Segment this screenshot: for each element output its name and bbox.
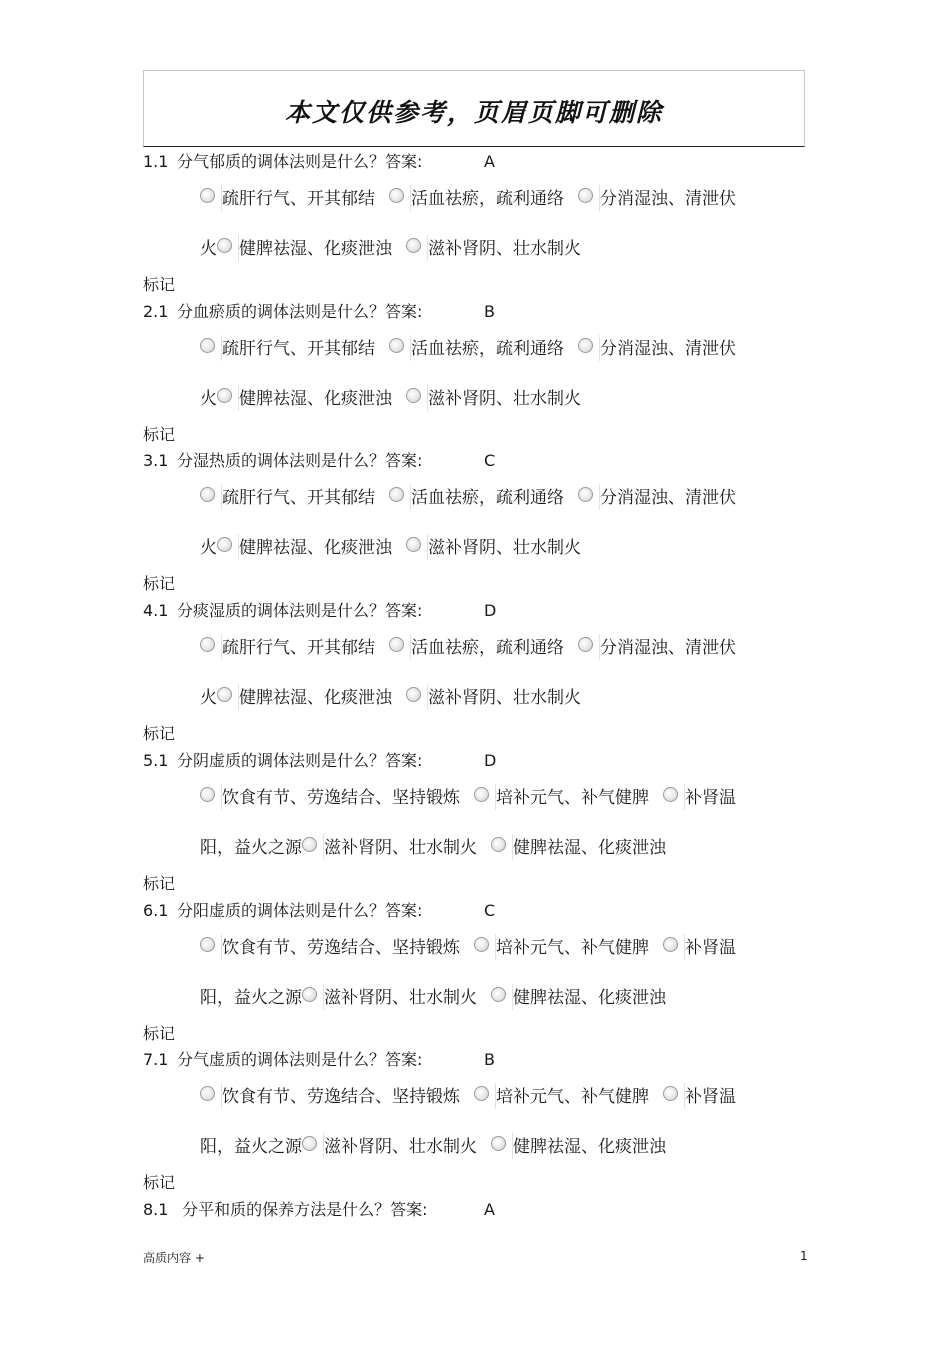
option-label: 疏肝行气、开其郁结 (222, 488, 375, 508)
radio-button-icon[interactable] (200, 637, 215, 652)
option-label: 补肾温 (685, 1087, 736, 1107)
option-label: 滋补肾阴、壮水制火 (324, 1137, 477, 1157)
option-label-continued: 阳，益火之源 (200, 838, 302, 858)
option-radio[interactable] (389, 636, 411, 660)
option-radio[interactable] (406, 536, 428, 560)
question-title (143, 301, 422, 323)
radio-button-icon[interactable] (578, 338, 593, 353)
radio-button-icon[interactable] (474, 1086, 489, 1101)
option-radio[interactable] (200, 486, 222, 510)
option-radio[interactable] (389, 187, 411, 211)
radio-button-icon[interactable] (578, 487, 593, 502)
radio-button-icon[interactable] (474, 937, 489, 952)
question-answer: B (484, 1050, 495, 1069)
option-label: 滋补肾阴、壮水制火 (428, 538, 581, 558)
option-label-continued: 火 (200, 688, 217, 708)
option-radio[interactable] (663, 1085, 685, 1109)
option-label: 分消湿浊、清泄伏 (600, 189, 736, 209)
option-radio[interactable] (217, 237, 239, 261)
option-label: 活血祛瘀，疏利通络 (411, 638, 564, 658)
option-radio[interactable] (200, 187, 222, 211)
radio-button-icon[interactable] (217, 687, 232, 702)
option-label: 健脾祛湿、化痰泄浊 (239, 239, 392, 259)
option-label-continued: 火 (200, 389, 217, 409)
option-label: 疏肝行气、开其郁结 (222, 638, 375, 658)
question-text: 分气郁质的调体法则是什么？答案: (177, 152, 423, 171)
mark-link[interactable]: 标记 (143, 275, 176, 294)
option-label: 活血祛瘀，疏利通络 (411, 189, 564, 209)
question-number: 7.1 (143, 1050, 169, 1069)
question-title (143, 450, 422, 472)
option-label: 分消湿浊、清泄伏 (600, 488, 736, 508)
option-label: 滋补肾阴、壮水制火 (428, 389, 581, 409)
option-radio[interactable] (578, 636, 600, 660)
question-title (143, 900, 422, 922)
question-answer: B (484, 302, 495, 321)
question-answer: A (484, 152, 495, 171)
question-text: 分阳虚质的调体法则是什么？答案: (177, 901, 423, 920)
options-row-2 (200, 536, 595, 560)
options-row-1 (200, 636, 750, 660)
option-label: 疏肝行气、开其郁结 (222, 339, 375, 359)
option-radio[interactable] (578, 337, 600, 361)
radio-button-icon[interactable] (663, 937, 678, 952)
options-row-1 (200, 786, 750, 810)
option-radio[interactable] (474, 786, 496, 810)
option-label: 健脾祛湿、化痰泄浊 (239, 389, 392, 409)
option-radio[interactable] (491, 836, 513, 860)
option-radio[interactable] (217, 536, 239, 560)
radio-button-icon[interactable] (491, 987, 506, 1002)
question-number: 6.1 (143, 901, 169, 920)
question-number: 4.1 (143, 601, 169, 620)
radio-button-icon[interactable] (200, 1086, 215, 1101)
header-text: 本文仅供参考，页眉页脚可删除 (284, 98, 663, 127)
question-text: 分湿热质的调体法则是什么？答案: (177, 451, 423, 470)
option-label: 健脾祛湿、化痰泄浊 (239, 688, 392, 708)
options-row-1 (200, 936, 750, 960)
question-number: 1.1 (143, 152, 169, 171)
option-radio[interactable] (474, 1085, 496, 1109)
option-label-continued: 阳，益火之源 (200, 988, 302, 1008)
question-answer: C (484, 901, 496, 920)
option-label: 饮食有节、劳逸结合、坚持锻炼 (222, 1087, 460, 1107)
options-row-2 (200, 1135, 680, 1159)
radio-button-icon[interactable] (663, 1086, 678, 1101)
option-radio[interactable] (200, 1085, 222, 1109)
options-row-1 (200, 486, 750, 510)
radio-button-icon[interactable] (200, 188, 215, 203)
option-label: 滋补肾阴、壮水制火 (324, 838, 477, 858)
option-radio[interactable] (389, 486, 411, 510)
radio-button-icon[interactable] (302, 987, 317, 1002)
radio-button-icon[interactable] (406, 388, 421, 403)
options-row-1 (200, 187, 750, 211)
footer-label: 高质内容 + (143, 1251, 205, 1265)
option-label: 补肾温 (685, 788, 736, 808)
question-answer: D (484, 601, 497, 620)
question-text: 分气虚质的调体法则是什么？答案: (177, 1050, 423, 1069)
question-text: 分平和质的保养方法是什么？答案: (182, 1200, 428, 1219)
radio-button-icon[interactable] (578, 188, 593, 203)
option-label-continued: 火 (200, 239, 217, 259)
options-row-2 (200, 387, 595, 411)
radio-button-icon[interactable] (491, 1136, 506, 1151)
options-row-2 (200, 836, 680, 860)
option-radio[interactable] (578, 486, 600, 510)
radio-button-icon[interactable] (389, 487, 404, 502)
option-label: 滋补肾阴、壮水制火 (428, 688, 581, 708)
mark-link[interactable]: 标记 (143, 1024, 176, 1043)
option-radio[interactable] (200, 936, 222, 960)
question-title (143, 151, 422, 173)
option-radio[interactable] (389, 337, 411, 361)
question-answer: C (484, 451, 496, 470)
radio-button-icon[interactable] (491, 837, 506, 852)
option-label: 健脾祛湿、化痰泄浊 (513, 988, 666, 1008)
radio-button-icon[interactable] (217, 238, 232, 253)
question-answer: A (484, 1200, 495, 1219)
radio-button-icon[interactable] (389, 338, 404, 353)
option-label: 分消湿浊、清泄伏 (600, 638, 736, 658)
radio-button-icon[interactable] (200, 338, 215, 353)
radio-button-icon[interactable] (663, 787, 678, 802)
option-radio[interactable] (406, 387, 428, 411)
option-label: 健脾祛湿、化痰泄浊 (239, 538, 392, 558)
option-label: 活血祛瘀，疏利通络 (411, 488, 564, 508)
option-radio[interactable] (491, 986, 513, 1010)
radio-button-icon[interactable] (389, 637, 404, 652)
radio-button-icon[interactable] (406, 687, 421, 702)
page-number: 1 (800, 1249, 808, 1263)
mark-link[interactable]: 标记 (143, 724, 176, 743)
option-radio[interactable] (406, 237, 428, 261)
option-label: 饮食有节、劳逸结合、坚持锻炼 (222, 788, 460, 808)
option-label: 分消湿浊、清泄伏 (600, 339, 736, 359)
option-radio[interactable] (663, 786, 685, 810)
radio-button-icon[interactable] (406, 537, 421, 552)
radio-button-icon[interactable] (217, 537, 232, 552)
option-radio[interactable] (200, 786, 222, 810)
option-label: 健脾祛湿、化痰泄浊 (513, 838, 666, 858)
question-answer: D (484, 751, 497, 770)
page-header-box (143, 70, 805, 147)
radio-button-icon[interactable] (474, 787, 489, 802)
option-radio[interactable] (217, 686, 239, 710)
options-row-1 (200, 337, 750, 361)
radio-button-icon[interactable] (200, 937, 215, 952)
option-label: 培补元气、补气健脾 (496, 938, 649, 958)
question-number: 5.1 (143, 751, 169, 770)
options-row-1 (200, 1085, 750, 1109)
radio-button-icon[interactable] (302, 837, 317, 852)
option-radio[interactable] (491, 1135, 513, 1159)
question-number: 2.1 (143, 302, 169, 321)
question-title (143, 750, 422, 772)
mark-link[interactable]: 标记 (143, 425, 176, 444)
option-label: 培补元气、补气健脾 (496, 788, 649, 808)
option-label: 健脾祛湿、化痰泄浊 (513, 1137, 666, 1157)
option-label: 活血祛瘀，疏利通络 (411, 339, 564, 359)
question-title (143, 1049, 422, 1071)
question-text: 分阴虚质的调体法则是什么？答案: (177, 751, 423, 770)
options-row-2 (200, 237, 595, 261)
option-radio[interactable] (200, 636, 222, 660)
radio-button-icon[interactable] (302, 1136, 317, 1151)
option-label: 培补元气、补气健脾 (496, 1087, 649, 1107)
radio-button-icon[interactable] (389, 188, 404, 203)
radio-button-icon[interactable] (406, 238, 421, 253)
option-label: 滋补肾阴、壮水制火 (428, 239, 581, 259)
question-number: 3.1 (143, 451, 169, 470)
option-radio[interactable] (200, 337, 222, 361)
question-number: 8.1 (143, 1200, 169, 1219)
option-radio[interactable] (302, 1135, 324, 1159)
question-text: 分痰湿质的调体法则是什么？答案: (177, 601, 423, 620)
option-radio[interactable] (302, 836, 324, 860)
option-label-continued: 阳，益火之源 (200, 1137, 302, 1157)
mark-link[interactable]: 标记 (143, 874, 176, 893)
option-radio[interactable] (217, 387, 239, 411)
mark-link[interactable]: 标记 (143, 1173, 176, 1192)
radio-button-icon[interactable] (217, 388, 232, 403)
question-text: 分血瘀质的调体法则是什么？答案: (177, 302, 423, 321)
option-label: 疏肝行气、开其郁结 (222, 189, 375, 209)
options-row-2 (200, 986, 680, 1010)
radio-button-icon[interactable] (578, 637, 593, 652)
question-title (143, 600, 422, 622)
option-radio[interactable] (302, 986, 324, 1010)
option-label: 补肾温 (685, 938, 736, 958)
mark-link[interactable]: 标记 (143, 574, 176, 593)
option-radio[interactable] (406, 686, 428, 710)
question-title (143, 1199, 428, 1221)
option-label: 滋补肾阴、壮水制火 (324, 988, 477, 1008)
option-radio[interactable] (578, 187, 600, 211)
options-row-2 (200, 686, 595, 710)
radio-button-icon[interactable] (200, 787, 215, 802)
option-label-continued: 火 (200, 538, 217, 558)
option-radio[interactable] (663, 936, 685, 960)
radio-button-icon[interactable] (200, 487, 215, 502)
option-radio[interactable] (474, 936, 496, 960)
option-label: 饮食有节、劳逸结合、坚持锻炼 (222, 938, 460, 958)
